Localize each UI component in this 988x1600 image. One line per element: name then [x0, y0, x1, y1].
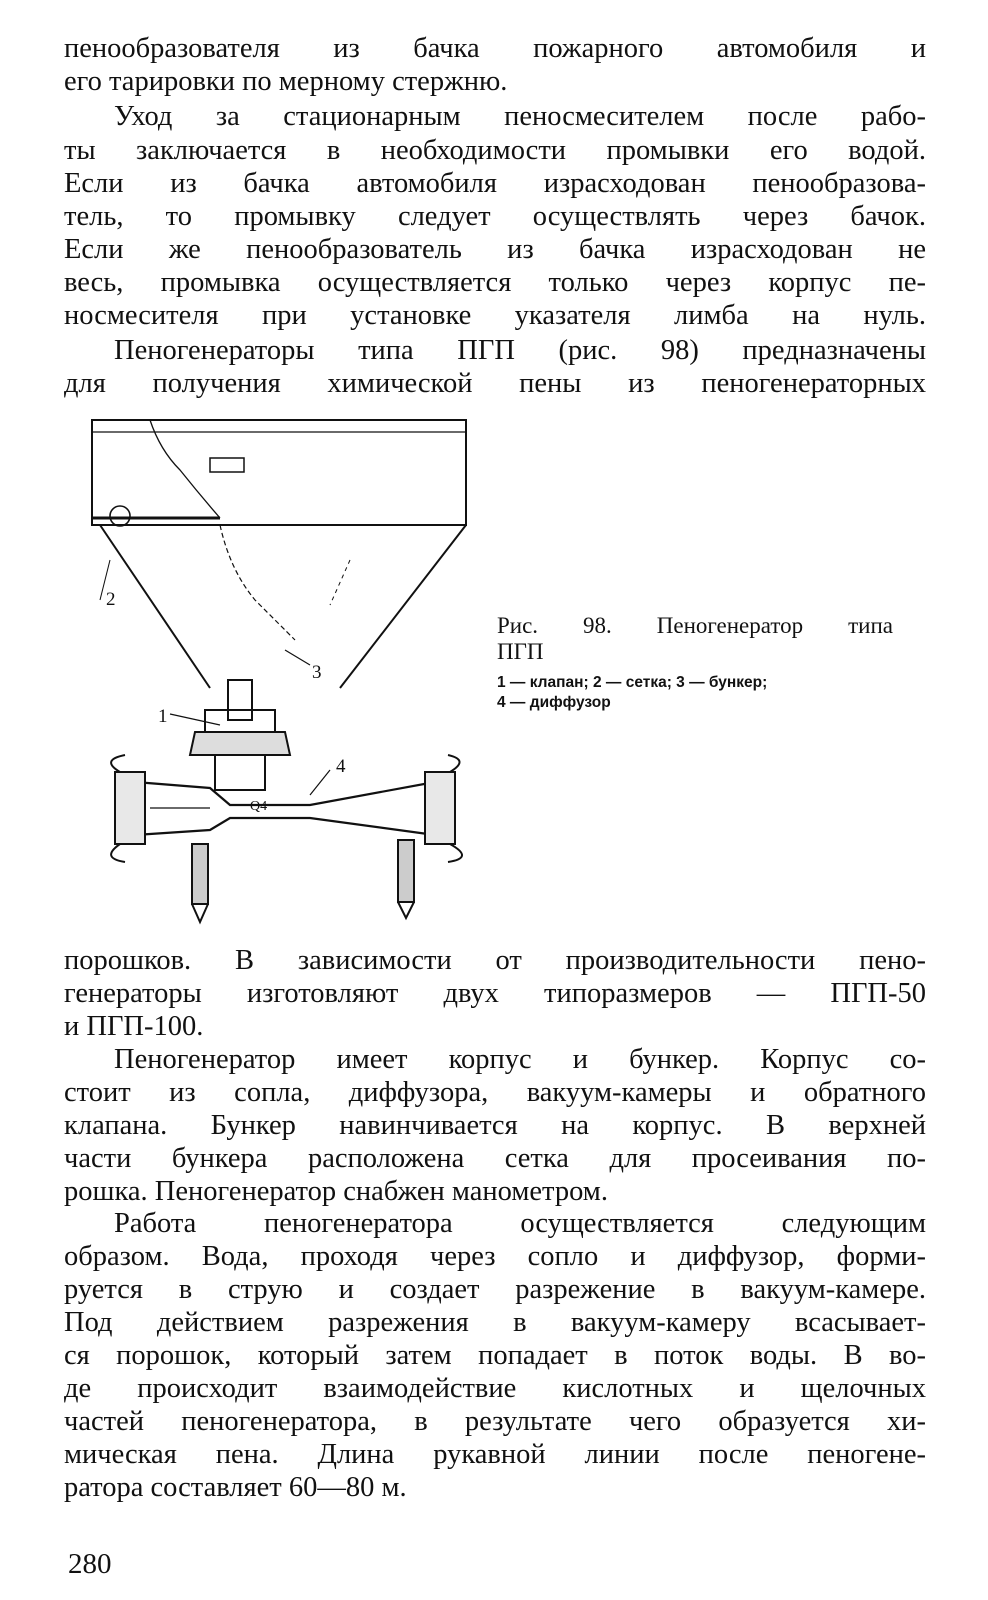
figure-legend — [497, 673, 897, 713]
text-line: руется в струю и создает разрежение в вакуум-камере. — [64, 1274, 926, 1305]
text-line: Если из бачка автомобиля израсходован пенообразова- — [64, 168, 926, 199]
text-line: ты заключается в необходимости промывки его водой. — [64, 135, 926, 166]
leader-3 — [285, 650, 310, 665]
text-line: ратора составляет 60—80 м. — [64, 1472, 407, 1503]
text-line: его тарировки по мерному стержню. — [64, 66, 508, 97]
label-1: 1 — [158, 706, 168, 727]
label-2: 2 — [106, 589, 116, 610]
text-line: весь, промывка осуществляется только через корпус пе- — [64, 267, 926, 298]
label-gauge: Q4 — [250, 799, 268, 814]
text-line: де происходит взаимодействие кислотных и щелочных — [64, 1373, 926, 1404]
figure-caption-title: Рис. 98. Пеногенератор типа — [497, 613, 893, 638]
text-line: пенообразователя из бачка пожарного автомобиля и — [64, 33, 926, 64]
hopper-cone — [100, 525, 466, 688]
text-line: для получения химической пены из пеногенераторных — [64, 368, 926, 399]
text-line: генераторы изготовляют двух типоразмеров — ПГП-50 — [64, 978, 926, 1009]
label-4: 4 — [336, 756, 346, 777]
text-line: ся порошок, который затем попадает в поток воды. В во- — [64, 1340, 926, 1371]
leader-1 — [170, 714, 220, 725]
text-line: Под действием разрежения в вакуум-камеру всасывает- — [64, 1307, 926, 1338]
text-line: Уход за стационарным пеносмесителем после рабо- — [114, 101, 926, 132]
text-line: и ПГП-100. — [64, 1011, 204, 1042]
text-line: стоит из сопла, диффузора, вакуум-камеры и обратного — [64, 1077, 926, 1108]
legend-line: 1 — клапан; 2 — сетка; 3 — бункер; — [497, 674, 768, 691]
text-line: Работа пеногенератора осуществляется следующим — [114, 1208, 926, 1239]
text-line: части бункера расположена сетка для просеивания по- — [64, 1143, 926, 1174]
text-line: порошков. В зависимости от производительности пено- — [64, 945, 926, 976]
valve-assembly — [190, 680, 290, 790]
figure-pgp-drawing — [80, 410, 480, 930]
text-line: носмесителя при установке указателя лимба на нуль. — [64, 300, 926, 331]
figure-caption-title-cont: ПГП — [497, 639, 544, 664]
text-line: клапана. Бункер навинчивается на корпус. В верхней — [64, 1110, 926, 1141]
text-line: мическая пена. Длина рукавной линии после пеногене- — [64, 1439, 926, 1470]
page-number: 280 — [68, 1548, 112, 1580]
legend-line: 4 — диффузор — [497, 694, 611, 711]
text-line: Если же пенообразователь из бачка израсходован не — [64, 234, 926, 265]
text-line: рошка. Пеногенератор снабжен манометром. — [64, 1176, 608, 1207]
leader-4 — [310, 770, 330, 795]
support-legs — [192, 840, 414, 922]
hopper-box — [92, 420, 466, 526]
text-line: частей пеногенератора, в результате чего образуется хи- — [64, 1406, 926, 1437]
text-line: Пеногенераторы типа ПГП (рис. 98) предназначены — [114, 335, 926, 366]
text-line: образом. Вода, проходя через сопло и диффузор, форми- — [64, 1241, 926, 1272]
text-line: тель, то промывку следует осуществлять через бачок. — [64, 201, 926, 232]
label-3: 3 — [312, 662, 322, 683]
text-line: Пеногенератор имеет корпус и бункер. Корпус со- — [114, 1044, 926, 1075]
